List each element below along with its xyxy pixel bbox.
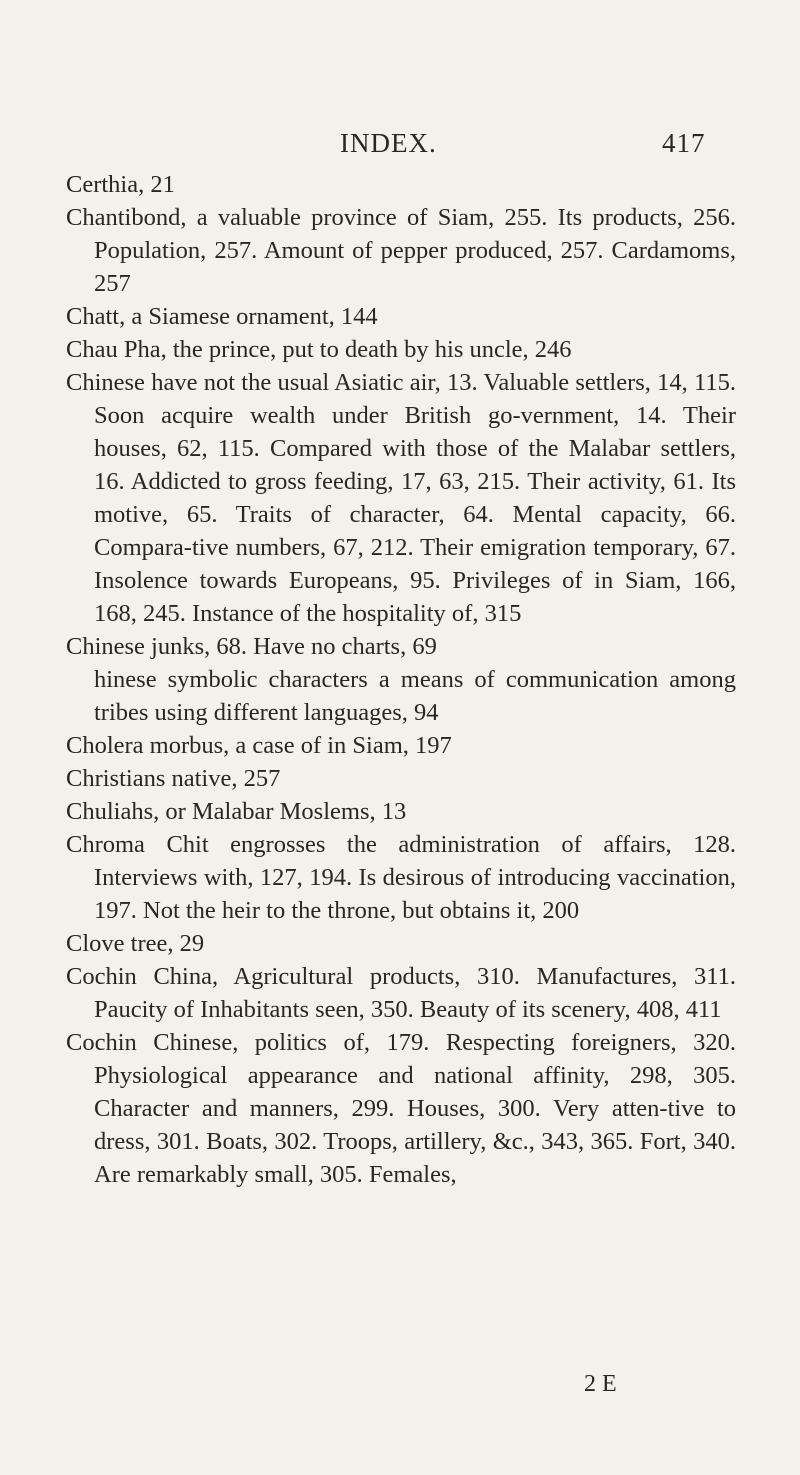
index-entry: Chuliahs, or Malabar Moslems, 13 — [66, 798, 407, 825]
index-entry: hinese symbolic characters a means of communication among tribes using different languages, 94 — [94, 666, 736, 726]
page-number: 417 — [662, 128, 706, 158]
index-entry: Chinese have not the usual Asiatic air, 13. Valuable settlers, 14, 115. Soon acquire wealth under British go-vernment, 14. Their houses, 62, 115. Compared with those of the Malabar settlers, 16. Addicted to gross feeding, 17, 63, 215. Their activity, 61. Its motive, 65. Traits of character, 64. Mental capacity, 66. Compara-tive numbers, 67, 212. Their emigration temporary, 67. Insolence towards Europeans, 95. Privileges of in Siam, 166, 168, 245. Instance of the hospitality of, 315 — [66, 369, 736, 627]
index-entry: Cochin Chinese, politics of, 179. Respecting foreigners, 320. Physiological appearance and national affinity, 298, 305. Character and manners, 299. Houses, 300. Very atten-tive to dress, 301. Boats, 302. Troops, artillery, &c., 343, 365. Fort, 340. Are remarkably small, 305. Females, — [66, 1029, 736, 1188]
index-entry: Chau Pha, the prince, put to death by his uncle, 246 — [66, 336, 572, 363]
index-entry: Chroma Chit engrosses the administration of affairs, 128. Interviews with, 127, 194. Is desirous of introducing vaccination, 197. Not the heir to the throne, but obtains it, 200 — [66, 831, 736, 924]
index-entry: Cochin China, Agricultural products, 310. Manufactures, 311. Paucity of Inhabitants seen, 350. Beauty of its scenery, 408, 411 — [66, 963, 736, 1023]
index-entry: Chatt, a Siamese ornament, 144 — [66, 303, 378, 330]
signature-mark: 2 E — [584, 1371, 617, 1397]
running-header — [0, 128, 800, 164]
header-title: INDEX. — [340, 128, 437, 158]
index-entry: Certhia, 21 — [66, 171, 175, 198]
index-entry: Chantibond, a valuable province of Siam, 255. Its products, 256. Population, 257. Amount of pepper produced, 257. Cardamoms, 257 — [66, 204, 736, 297]
index-entries — [66, 168, 736, 1191]
index-entry: Chinese junks, 68. Have no charts, 69 — [66, 633, 437, 660]
index-entry: Clove tree, 29 — [66, 930, 205, 957]
index-entry: Christians native, 257 — [66, 765, 281, 792]
index-entry: Cholera morbus, a case of in Siam, 197 — [66, 732, 452, 759]
